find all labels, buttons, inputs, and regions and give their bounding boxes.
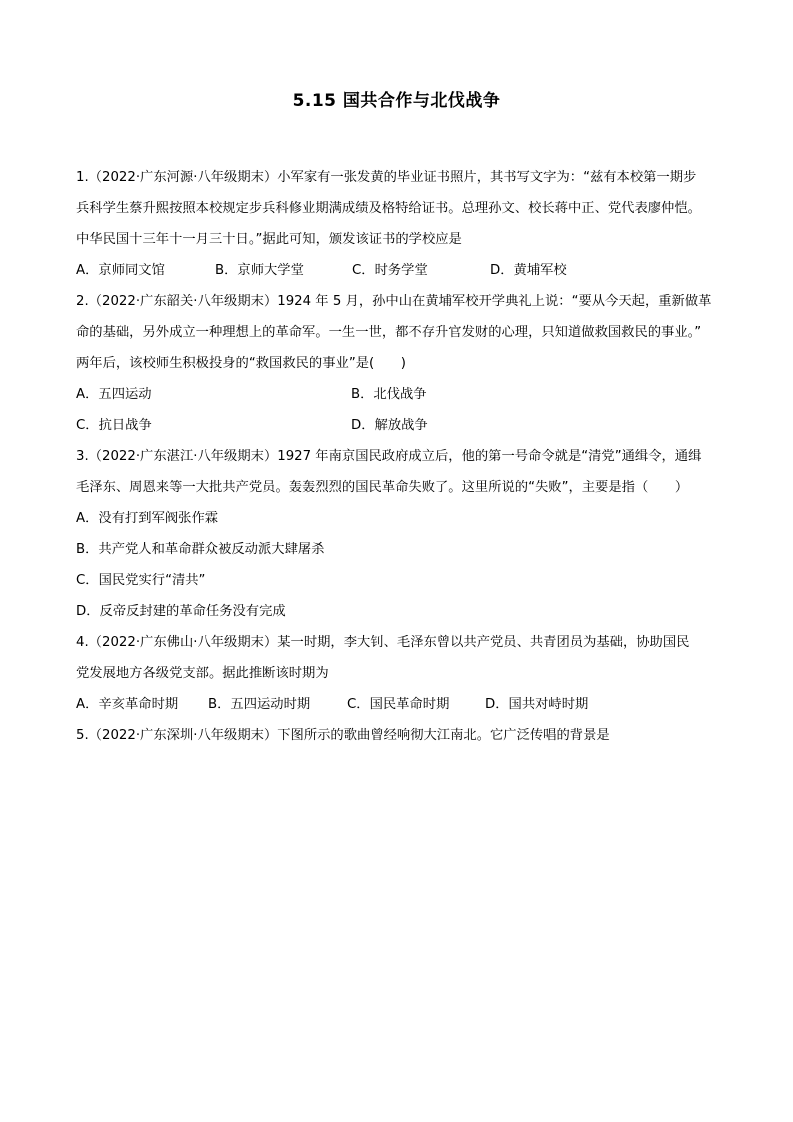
option-c: C．抗日战争: [76, 418, 152, 433]
option-b: B．北伐战争: [351, 387, 427, 402]
option-d: D．解放战争: [351, 418, 428, 433]
stem-line: 兵科学生蔡升熙按照本校规定步兵科修业期满成绩及格特给证书。总理孙文、校长蒋中正、党代表廖仲恺。: [76, 201, 701, 216]
option-row: [76, 565, 722, 596]
question-stem: [76, 441, 722, 503]
stem-line: 1.（2022·广东河源·八年级期末）小军家有一张发黄的毕业证书照片，其书写文字为：“兹有本校第一期步: [76, 170, 697, 185]
stem-line: 中华民国十三年十一月三十日。”据此可知，颁发该证书的学校应是: [76, 232, 462, 247]
option-d: D．国共对峙时期: [485, 697, 589, 712]
stem-line: 两年后，该校师生积极投身的“救国救民的事业”是( ): [76, 356, 406, 371]
question-stem: [76, 720, 722, 751]
question-3: [76, 441, 722, 627]
question-list: [76, 162, 722, 751]
question-stem: [76, 286, 722, 379]
option-a: A．五四运动: [76, 387, 152, 402]
question-2: [76, 286, 722, 441]
stem-line: 5.（2022·广东深圳·八年级期末）下图所示的歌曲曾经响彻大江南北。它广泛传唱的背景是: [76, 728, 610, 743]
option-row: [76, 503, 722, 534]
option-row: [76, 410, 722, 441]
option-b: B．共产党人和革命群众被反动派大肆屠杀: [76, 542, 325, 557]
option-a: A．京师同文馆: [76, 263, 165, 278]
option-b: B．五四运动时期: [208, 697, 311, 712]
option-c: C．时务学堂: [352, 263, 428, 278]
stem-line: 4.（2022·广东佛山·八年级期末）某一时期，李大钊、毛泽东曾以共产党员、共青团员为基础，协助国民: [76, 635, 690, 650]
question-stem: [76, 162, 722, 255]
stem-line: 毛泽东、周恩来等一大批共产党员。轰轰烈烈的国民革命失败了。这里所说的“失败”，主要是指（ ）: [76, 480, 689, 495]
option-row: [76, 534, 722, 565]
option-row: [76, 596, 722, 627]
stem-line: 3.（2022·广东湛江·八年级期末）1927 年南京国民政府成立后，他的第一号命令就是“清党”通缉令，通缉: [76, 449, 702, 464]
stem-line: 命的基础，另外成立一种理想上的革命军。一生一世，都不存升官发财的心理，只知道做救国救民的事业。”: [76, 325, 702, 340]
question-5: [76, 720, 722, 751]
option-a: A．没有打到军阀张作霖: [76, 511, 219, 526]
option-d: D．反帝反封建的革命任务没有完成: [76, 604, 286, 619]
question-stem: [76, 627, 722, 689]
option-a: A．辛亥革命时期: [76, 697, 179, 712]
question-1: [76, 162, 722, 286]
question-4: [76, 627, 722, 720]
option-b: B．京师大学堂: [215, 263, 304, 278]
option-row: [76, 255, 722, 286]
stem-line: 党发展地方各级党支部。据此推断该时期为: [76, 666, 329, 681]
option-c: C．国民党实行“清共”: [76, 573, 206, 588]
option-c: C．国民革命时期: [347, 697, 450, 712]
option-row: [76, 379, 722, 410]
page-title: 5.15 国共合作与北伐战争: [292, 91, 501, 111]
stem-line: 2.（2022·广东韶关·八年级期末）1924 年 5 月，孙中山在黄埔军校开学典礼上说：“要从今天起，重新做革: [76, 294, 712, 309]
option-row: [76, 689, 722, 720]
option-d: D．黄埔军校: [490, 263, 567, 278]
